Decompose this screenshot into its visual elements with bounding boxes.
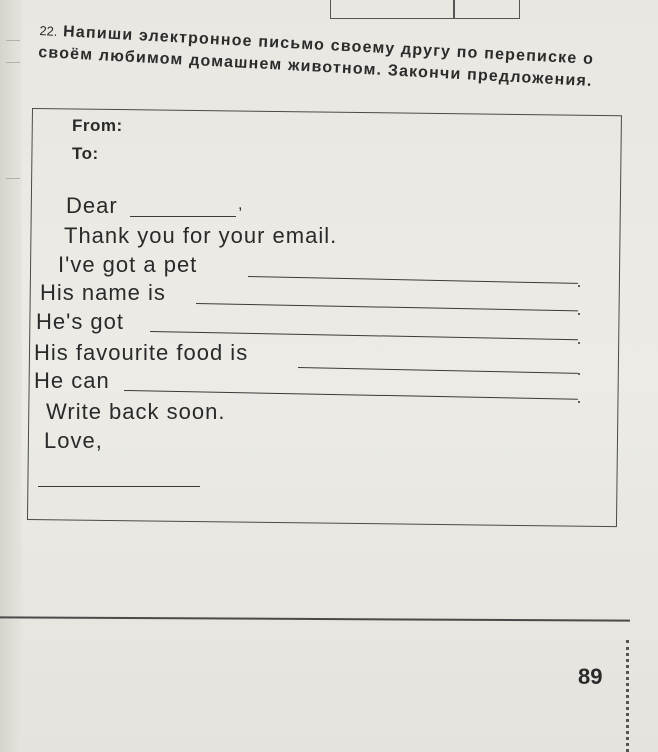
box-divider (453, 0, 455, 18)
gutter-crease (6, 178, 20, 179)
name-blank[interactable] (130, 216, 236, 217)
period-dot (578, 285, 580, 287)
sentence-has: He's got (36, 309, 125, 334)
greeting-text: Dear (66, 193, 118, 218)
gutter-crease (6, 62, 20, 63)
task-instruction-text: Напиши электронное письмо своему другу по переписке о своём любимом домашнем животном. Закончи предложения. (37, 23, 595, 90)
gutter-crease (6, 40, 20, 41)
sentence-food: His favourite food is (34, 340, 249, 365)
signature-blank[interactable] (38, 486, 200, 487)
period-dot (578, 313, 580, 315)
sentence-name: His name is (40, 280, 166, 305)
greeting-comma: , (238, 196, 244, 213)
from-label: From: (72, 116, 123, 135)
bottom-rule (0, 616, 630, 621)
previous-task-box (330, 0, 520, 19)
period-dot (578, 342, 580, 344)
to-label: To: (72, 144, 99, 163)
period-dot (578, 401, 580, 403)
task-instruction (38, 20, 600, 93)
perforation-edge (626, 640, 632, 752)
task-number: 22. (39, 22, 58, 39)
thanks-text: Thank you for your email. (64, 223, 338, 248)
sentence-pet: I've got a pet (58, 252, 198, 277)
period-dot (578, 373, 580, 375)
page-gutter (0, 0, 22, 752)
sentence-can: He can (34, 368, 110, 393)
closing-text: Write back soon. (46, 399, 226, 424)
signoff-text: Love, (44, 428, 103, 453)
page-number: 89 (578, 664, 603, 689)
